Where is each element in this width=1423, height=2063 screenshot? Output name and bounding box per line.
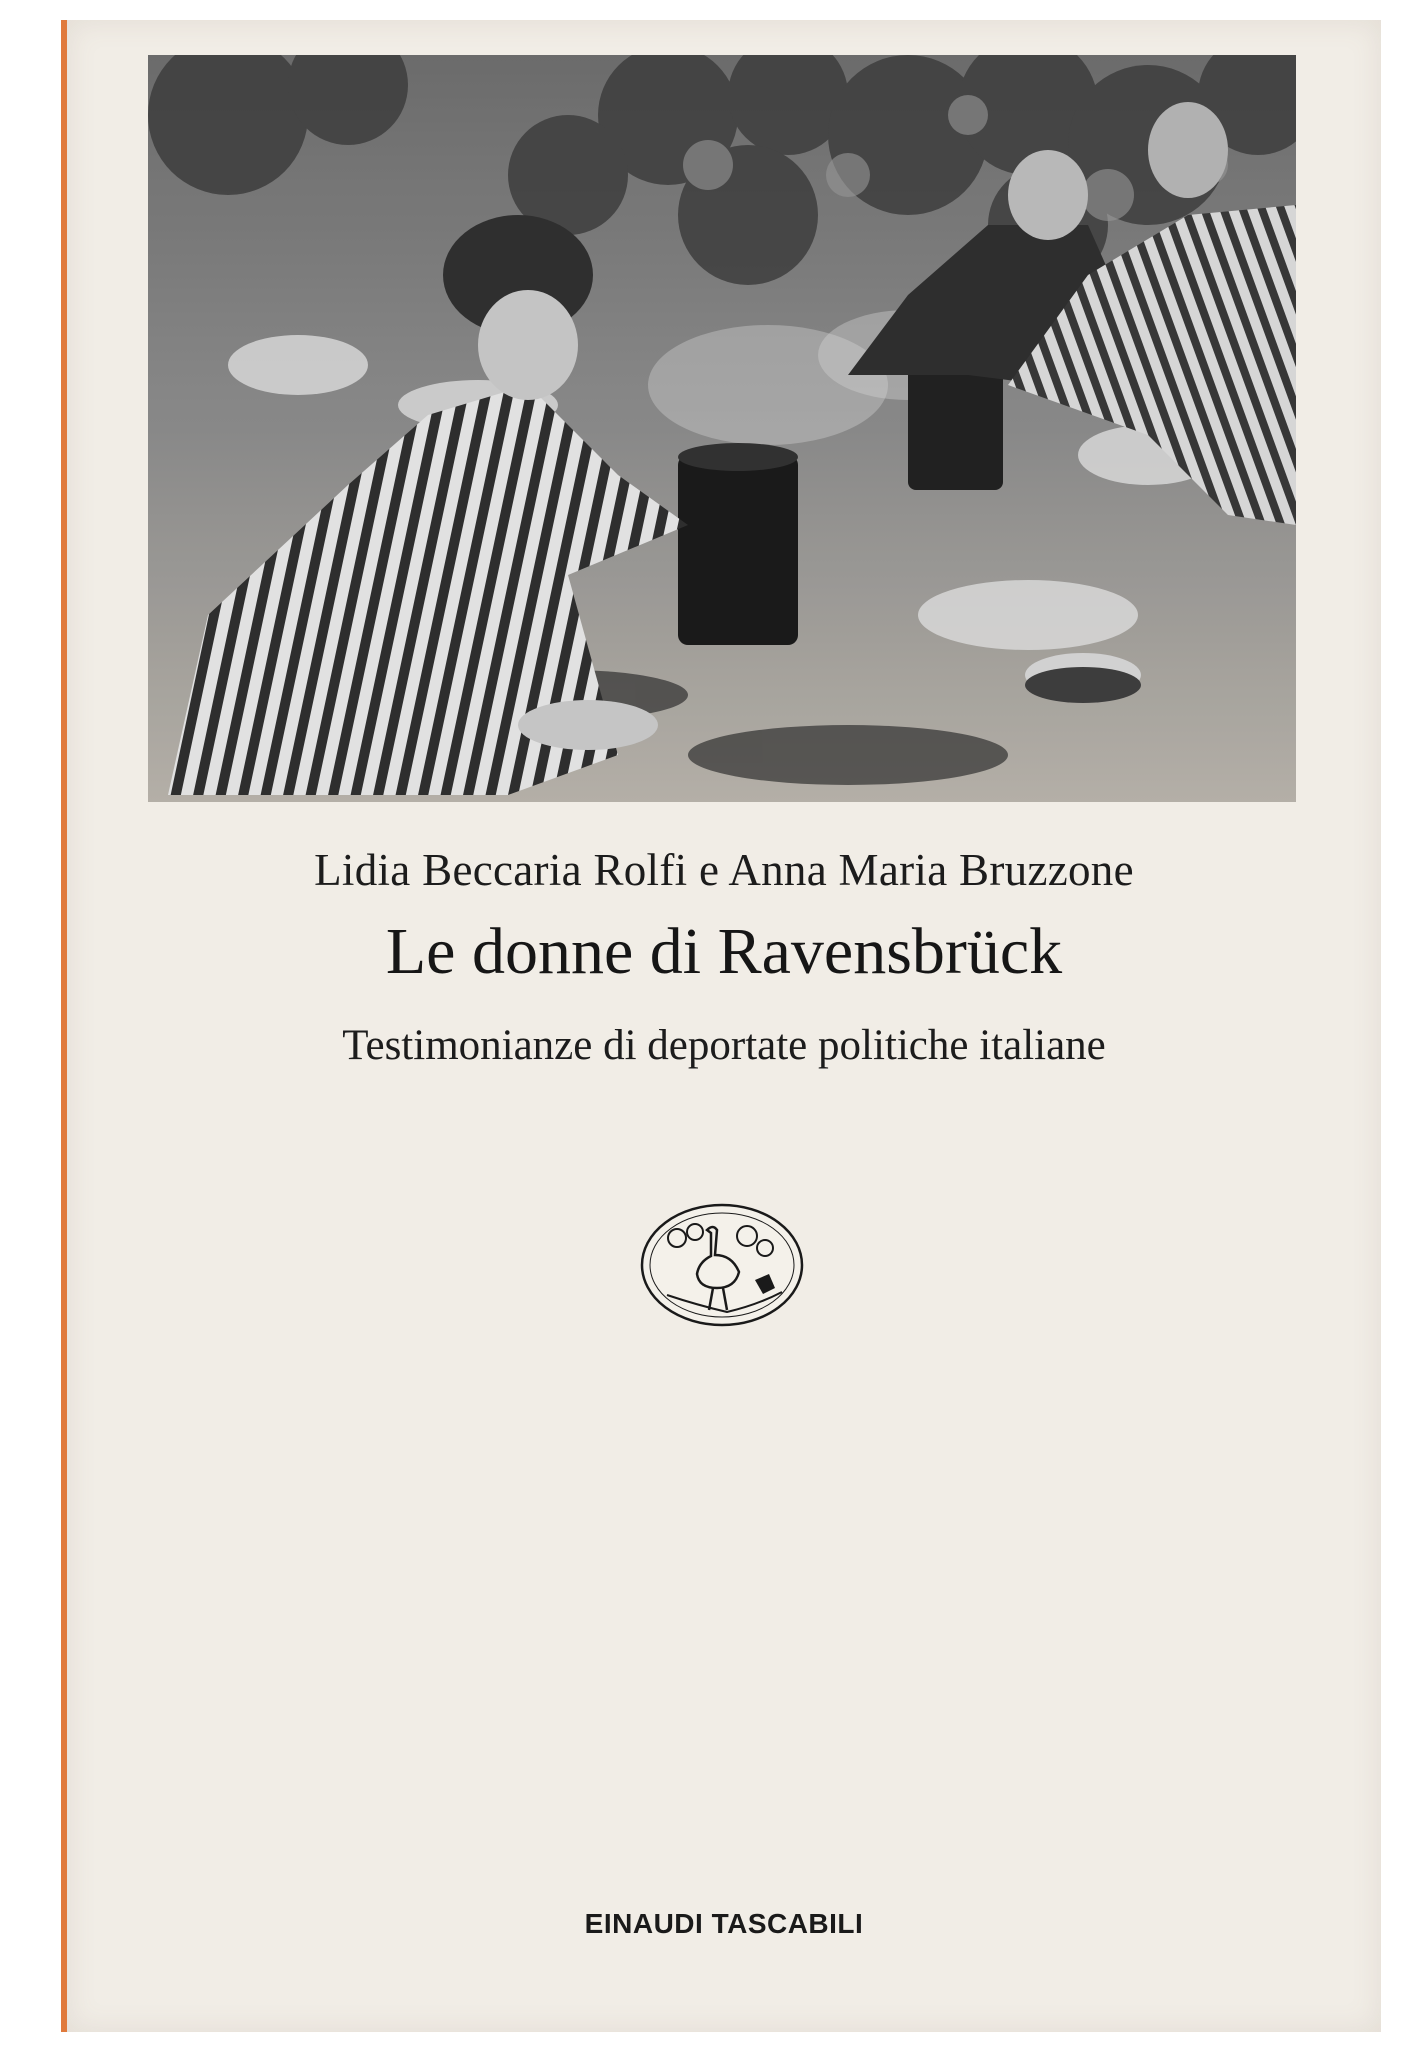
photo-illustration (148, 55, 1296, 802)
book-title: Le donne di Ravensbrück (385, 915, 1063, 988)
cover-photo (148, 55, 1296, 802)
ostrich-emblem-icon (637, 1200, 807, 1330)
book-cover (61, 20, 1381, 2032)
series-label: EINAUDI TASCABILI (584, 1908, 864, 1939)
book-subtitle: Testimonianze di deportate politiche italiane (342, 1022, 1106, 1069)
publisher-logo (637, 1200, 807, 1330)
book-authors: Lidia Beccaria Rolfi e Anna Maria Bruzzone (314, 845, 1134, 895)
